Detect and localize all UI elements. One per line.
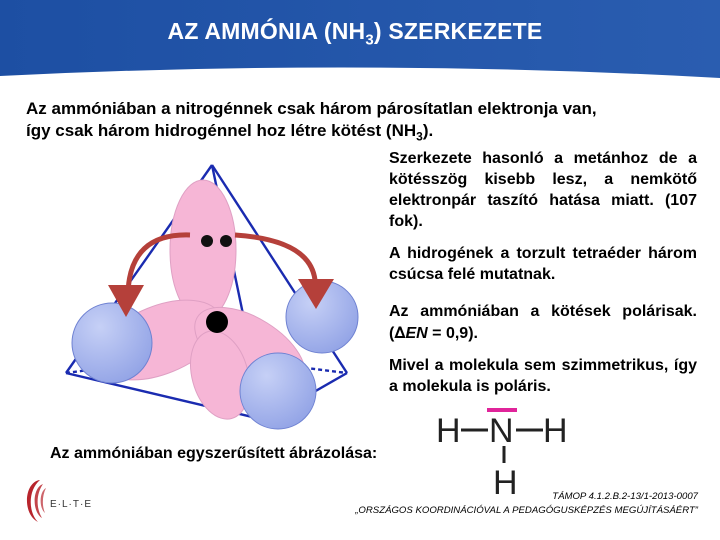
footer-line-1: TÁMOP 4.1.2.B.2-13/1-2013-0007 — [552, 491, 698, 502]
page-title: AZ AMMÓNIA $(NH_3)$ SZERKEZETE — [167, 18, 543, 49]
paragraph-polar-bonds: Az ammóniában a kötések polárisak. (∆EN = 0,9). — [389, 303, 697, 342]
logo-text: E·L·T·E — [50, 499, 92, 510]
formula-h-left: H — [436, 412, 461, 450]
intro-text — [26, 98, 706, 147]
paragraph-hydrogens: A hidrogének a torzult tetraéder három csúcsa felé mutatnak. — [389, 245, 697, 283]
elte-logo — [20, 476, 115, 526]
intro-line-2: így csak három hidrogénnel hoz létre kötést $(NH_3)$. — [26, 121, 434, 144]
hydrogen-sphere-left — [72, 303, 152, 383]
nitrogen-atom — [206, 311, 228, 333]
nh3-structural-formula — [436, 405, 576, 500]
formula-h-right: H — [543, 412, 568, 450]
simplified-label: Az ammóniában egyszerűsített ábrázolása: — [50, 445, 378, 462]
footer-line-2: „ORSZÁGOS KOORDINÁCIÓVAL A PEDAGÓGUSKÉPZÉS MEGÚJÍTÁSÁÉRT” — [355, 505, 698, 516]
paragraph-polar-molecule: Mivel a molekula sem szimmetrikus, így a molekula is poláris. — [389, 357, 697, 395]
paragraph-structure: Szerkezete hasonló a metánhoz de a kötésszög kisebb lesz, a nemkötő elektronpár taszító hatása miatt. (107 fok). — [389, 150, 697, 230]
formula-h-bottom: H — [493, 464, 518, 500]
header-banner — [0, 0, 720, 82]
intro-line-1: Az ammóniában a nitrogénnek csak három párosítatlan elektronja van, — [26, 99, 597, 118]
lone-pair-dot-2 — [220, 235, 232, 247]
formula-n: N — [489, 412, 514, 450]
footer-funding — [355, 490, 698, 518]
lone-pair-dot-1 — [201, 235, 213, 247]
ammonia-3d-diagram — [60, 155, 380, 430]
hydrogen-sphere-front — [240, 353, 316, 429]
